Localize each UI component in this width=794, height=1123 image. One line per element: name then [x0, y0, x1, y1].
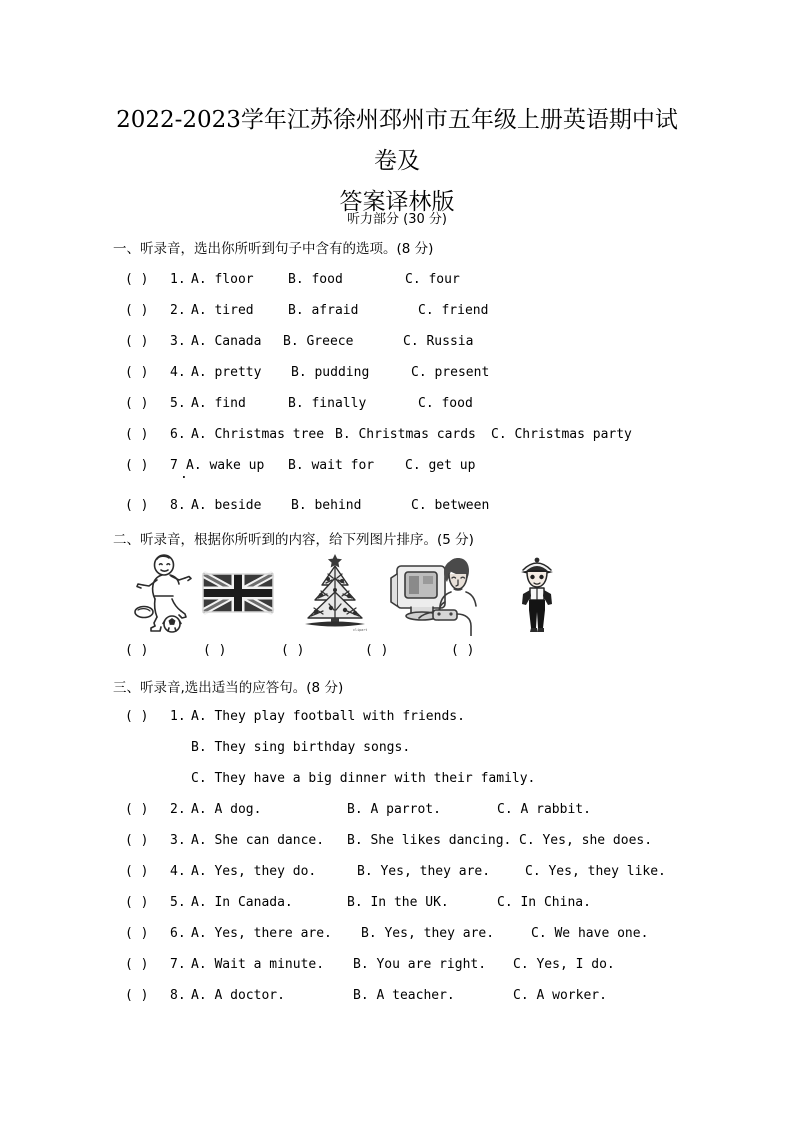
option-b[interactable]: B. food — [288, 272, 343, 287]
section3-question-2 — [113, 802, 713, 824]
section1-question-6 — [113, 427, 713, 449]
answer-bracket[interactable]: ( ) — [125, 802, 149, 817]
option-a[interactable]: A. In Canada. — [191, 895, 293, 910]
answer-bracket[interactable]: ( ) — [125, 272, 149, 287]
option-c[interactable]: C. In China. — [497, 895, 591, 910]
section1-question-3 — [113, 334, 713, 356]
question-number: 4. — [170, 365, 186, 380]
option-c[interactable]: C. present — [411, 365, 490, 380]
question-number: 7. — [170, 957, 186, 972]
option-c[interactable]: C. between — [411, 498, 490, 513]
page-title-line2: 答案译林版 — [339, 189, 455, 215]
option-b[interactable]: B. She likes dancing. — [347, 833, 512, 848]
option-a[interactable]: A. Yes, they do. — [191, 864, 317, 879]
section1-question-5 — [113, 396, 713, 418]
section3-question-1-option-b[interactable]: B. They sing birthday songs. — [191, 740, 411, 755]
question-number: 5. — [170, 396, 186, 411]
question-number: 3. — [170, 334, 186, 349]
section3-question-5 — [113, 895, 713, 917]
option-a[interactable]: A. tired — [191, 303, 254, 318]
picture-answer-bracket-4[interactable]: ( ) — [365, 643, 389, 658]
question-number: 8. — [170, 498, 186, 513]
section1-question-7 — [113, 458, 713, 480]
option-a[interactable]: A. Canada — [191, 334, 262, 349]
option-a[interactable]: A. Wait a minute. — [191, 957, 325, 972]
answer-bracket[interactable]: ( ) — [125, 427, 149, 442]
option-b[interactable]: B. Christmas cards — [335, 427, 476, 442]
section1-question-2 — [113, 303, 713, 325]
option-a[interactable]: A. wake up — [186, 458, 265, 473]
stray-period-artifact: . — [180, 467, 188, 482]
uk-flag-icon — [201, 552, 277, 636]
section3-question-8 — [113, 988, 713, 1010]
question-number: 2. — [170, 802, 186, 817]
option-c[interactable]: C. four — [405, 272, 460, 287]
option-b[interactable]: B. A teacher. — [353, 988, 455, 1003]
option-c[interactable]: C. A worker. — [513, 988, 607, 1003]
option-a[interactable]: A. A dog. — [191, 802, 262, 817]
answer-bracket[interactable]: ( ) — [125, 396, 149, 411]
picture-answer-bracket-5[interactable]: ( ) — [451, 643, 475, 658]
picture-answer-bracket-3[interactable]: ( ) — [281, 643, 305, 658]
picture-answer-bracket-2[interactable]: ( ) — [203, 643, 227, 658]
option-a[interactable]: A. find — [191, 396, 246, 411]
question-number: 6. — [170, 427, 186, 442]
boy-playing-football-icon — [126, 552, 198, 636]
answer-bracket[interactable]: ( ) — [125, 709, 149, 724]
question-number: 1. — [170, 709, 186, 724]
section3-question-7 — [113, 957, 713, 979]
answer-bracket[interactable]: ( ) — [125, 303, 149, 318]
answer-bracket[interactable]: ( ) — [125, 365, 149, 380]
question-number: 8. — [170, 988, 186, 1003]
option-a[interactable]: A. floor — [191, 272, 254, 287]
option-a[interactable]: A. Christmas tree — [191, 427, 325, 442]
section1-question-4 — [113, 365, 713, 387]
section3-question-4 — [113, 864, 713, 886]
answer-bracket[interactable]: ( ) — [125, 334, 149, 349]
picture-answer-bracket-1[interactable]: ( ) — [125, 643, 149, 658]
option-a[interactable]: A. A doctor. — [191, 988, 285, 1003]
section-2-heading: 二、听录音，根据你所听到的内容，给下列图片排序。(5 分) — [113, 532, 474, 548]
option-b[interactable]: B. finally — [288, 396, 367, 411]
option-c[interactable]: C. friend — [418, 303, 489, 318]
section3-question-1 — [113, 709, 713, 731]
boy-playing-video-game-icon — [389, 552, 493, 636]
answer-bracket[interactable]: ( ) — [125, 926, 149, 941]
section1-question-1 — [113, 272, 713, 294]
svg-text:clipart: clipart — [353, 628, 368, 632]
answer-bracket[interactable]: ( ) — [125, 498, 149, 513]
picture-ordering-answer-row — [113, 643, 713, 665]
question-number: 6. — [170, 926, 186, 941]
option-b[interactable]: B. afraid — [288, 303, 359, 318]
option-b[interactable]: B. In the UK. — [347, 895, 449, 910]
option-b[interactable]: B. behind — [291, 498, 362, 513]
option-c[interactable]: C. Yes, they like. — [525, 864, 666, 879]
option-a[interactable]: A. pretty — [191, 365, 262, 380]
option-b[interactable]: B. wait for — [288, 458, 375, 473]
option-c[interactable]: C. Yes, she does. — [519, 833, 653, 848]
option-c[interactable]: C. get up — [405, 458, 476, 473]
section-1-heading: 一、听录音，选出你所听到句子中含有的选项。(8 分) — [113, 241, 434, 257]
child-in-cap-icon — [507, 552, 567, 636]
question-number: 2. — [170, 303, 186, 318]
page-title-line1: 2022-2023学年江苏徐州邳州市五年级上册英语期中试卷及 — [116, 107, 678, 174]
question-number: 4. — [170, 864, 186, 879]
question-number: 3. — [170, 833, 186, 848]
question-number: 5. — [170, 895, 186, 910]
listening-part-banner: 听力部分 (30 分) — [347, 212, 447, 227]
section3-question-1-option-c[interactable]: C. They have a big dinner with their family. — [191, 771, 536, 786]
option-c[interactable]: C. Yes, I do. — [513, 957, 615, 972]
option-a[interactable]: A. She can dance. — [191, 833, 325, 848]
page-title — [113, 100, 681, 223]
option-c[interactable]: C. Christmas party — [491, 427, 632, 442]
christmas-tree-icon — [295, 552, 375, 636]
answer-bracket[interactable]: ( ) — [125, 957, 149, 972]
option-b[interactable]: B. A parrot. — [347, 802, 441, 817]
answer-bracket[interactable]: ( ) — [125, 833, 149, 848]
question-number: 1. — [170, 272, 186, 287]
section3-question-3 — [113, 833, 713, 855]
option-a[interactable]: A. beside — [191, 498, 262, 513]
option-a[interactable]: A. They play football with friends. — [191, 709, 465, 724]
option-b[interactable]: B. You are right. — [353, 957, 487, 972]
section-3-heading: 三、听录音,选出适当的应答句。(8 分) — [113, 680, 344, 696]
option-b[interactable]: B. Yes, they are. — [357, 864, 491, 879]
option-a[interactable]: A. Yes, there are. — [191, 926, 332, 941]
question-number: 7 — [170, 458, 178, 473]
section1-question-8 — [113, 498, 713, 520]
option-c[interactable]: C. Russia — [403, 334, 474, 349]
answer-bracket[interactable]: ( ) — [125, 864, 149, 879]
answer-bracket[interactable]: ( ) — [125, 458, 149, 473]
option-c[interactable]: C. food — [418, 396, 473, 411]
option-c[interactable]: C. We have one. — [531, 926, 649, 941]
picture-ordering-strip — [113, 552, 713, 640]
option-b[interactable]: B. Yes, they are. — [361, 926, 495, 941]
option-b[interactable]: B. pudding — [291, 365, 370, 380]
option-c[interactable]: C. A rabbit. — [497, 802, 591, 817]
section3-question-6 — [113, 926, 713, 948]
option-b[interactable]: B. Greece — [283, 334, 354, 349]
answer-bracket[interactable]: ( ) — [125, 988, 149, 1003]
answer-bracket[interactable]: ( ) — [125, 895, 149, 910]
